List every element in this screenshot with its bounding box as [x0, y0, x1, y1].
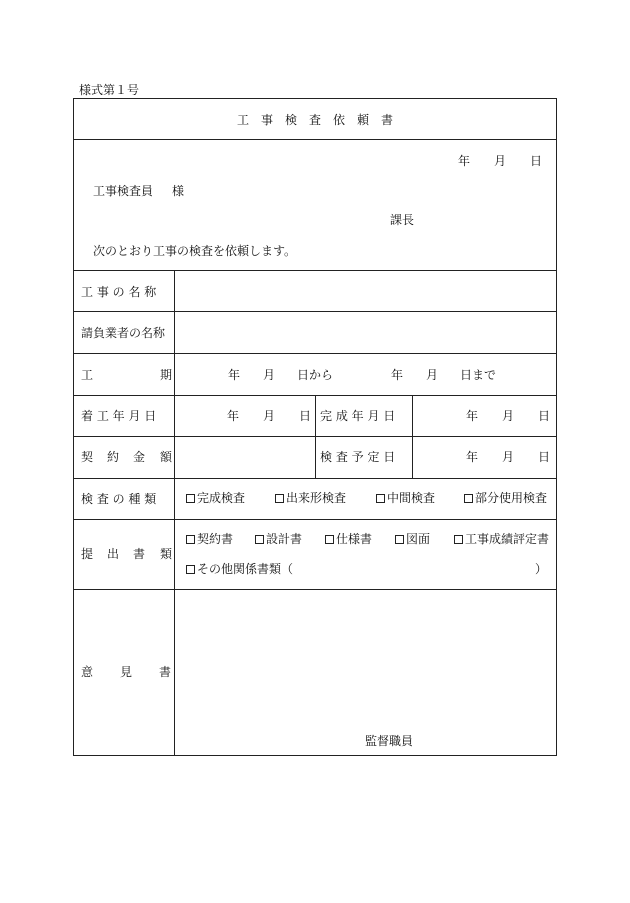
other-documents-close: ）: [535, 562, 548, 576]
contract-amount-label-2: 約: [107, 450, 120, 464]
date-day: 日: [530, 154, 543, 168]
form-title: 工 事 検 査 依 頼 書: [236, 113, 393, 127]
documents-label-3: 書: [133, 547, 146, 561]
start-date-year: 年: [227, 409, 240, 423]
documents-label-2: 出: [107, 547, 120, 561]
scheduled-date-year: 年: [466, 450, 479, 464]
scheduled-date-month: 月: [502, 450, 515, 464]
option-label: 中間検査: [387, 491, 436, 505]
start-date-label: 着 工 年 月 日: [81, 409, 157, 423]
completion-date-label: 完 成 年 月 日: [320, 409, 396, 423]
contract-amount-label-4: 額: [160, 450, 173, 464]
period-from-month: 月: [263, 368, 276, 382]
period-from-year: 年: [228, 368, 241, 382]
option-label: その他関係書類（: [197, 562, 294, 576]
option-label: 出来形検査: [286, 491, 347, 505]
checkbox-icon[interactable]: [395, 535, 404, 544]
contractor-name-label: 請負業者の名称: [81, 326, 166, 340]
completion-date-year: 年: [466, 409, 479, 423]
date-year: 年: [458, 154, 471, 168]
construction-name-label: 工 事 の 名 称: [81, 285, 157, 299]
option-label: 契約書: [197, 532, 234, 546]
period-to-month: 月: [426, 368, 439, 382]
period-to-day: 日まで: [460, 368, 497, 382]
scheduled-date-label: 検 査 予 定 日: [320, 450, 396, 464]
checkbox-icon[interactable]: [186, 535, 195, 544]
period-to-year: 年: [391, 368, 404, 382]
checkbox-icon[interactable]: [454, 535, 463, 544]
document-option-performance-evaluation[interactable]: [454, 533, 549, 545]
divider: [74, 270, 556, 271]
start-date-month: 月: [263, 409, 276, 423]
inspection-type-label: 検 査 の 種 類: [81, 492, 157, 506]
option-label: 設計書: [266, 532, 303, 546]
option-label: 完成検査: [197, 491, 246, 505]
checkbox-icon[interactable]: [186, 494, 195, 503]
period-label-2: 期: [160, 368, 173, 382]
option-label: 図面: [406, 532, 431, 546]
inspection-option-partial-use[interactable]: [464, 492, 547, 504]
addressee-suffix: 様: [172, 184, 185, 198]
opinion-label-1: 意: [81, 665, 94, 679]
scheduled-date-day: 日: [538, 450, 551, 464]
divider: [74, 519, 556, 520]
checkbox-icon[interactable]: [186, 565, 195, 574]
period-label-1: 工: [81, 368, 94, 382]
document-option-specification[interactable]: [325, 533, 372, 545]
divider: [74, 478, 556, 479]
section-chief: 課長: [390, 213, 415, 227]
option-label: 仕様書: [336, 532, 373, 546]
checkbox-icon[interactable]: [255, 535, 264, 544]
completion-date-month: 月: [502, 409, 515, 423]
divider: [74, 311, 556, 312]
opinion-signer: 監督職員: [365, 734, 414, 748]
form-number: 様式第１号: [79, 83, 140, 97]
period-from-day: 日から: [297, 368, 334, 382]
column-divider: [174, 270, 175, 755]
checkbox-icon[interactable]: [325, 535, 334, 544]
inspection-option-interim[interactable]: [376, 492, 435, 504]
document-option-drawings[interactable]: [395, 533, 430, 545]
opinion-label-3: 書: [159, 665, 172, 679]
documents-label-1: 提: [81, 547, 94, 561]
inspection-option-partial-progress[interactable]: [275, 492, 346, 504]
checkbox-icon[interactable]: [376, 494, 385, 503]
documents-label-4: 類: [160, 547, 173, 561]
start-date-day: 日: [299, 409, 312, 423]
column-divider: [315, 395, 316, 478]
addressee: 工事検査員: [93, 184, 154, 198]
document-option-contract[interactable]: [186, 533, 233, 545]
inspection-request-form: [73, 98, 557, 756]
inspection-option-completion[interactable]: [186, 492, 245, 504]
divider: [74, 139, 556, 140]
contract-amount-label-3: 金: [133, 450, 146, 464]
checkbox-icon[interactable]: [275, 494, 284, 503]
document-option-other[interactable]: [186, 563, 293, 575]
divider: [74, 589, 556, 590]
completion-date-day: 日: [538, 409, 551, 423]
option-label: 工事成績評定書: [465, 532, 550, 546]
document-option-design[interactable]: [255, 533, 302, 545]
option-label: 部分使用検査: [475, 491, 548, 505]
column-divider: [412, 395, 413, 478]
request-text: 次のとおり工事の検査を依頼します。: [93, 244, 297, 258]
checkbox-icon[interactable]: [464, 494, 473, 503]
date-month: 月: [494, 154, 507, 168]
contract-amount-label-1: 契: [81, 450, 94, 464]
divider: [74, 353, 556, 354]
opinion-label-2: 見: [120, 665, 133, 679]
